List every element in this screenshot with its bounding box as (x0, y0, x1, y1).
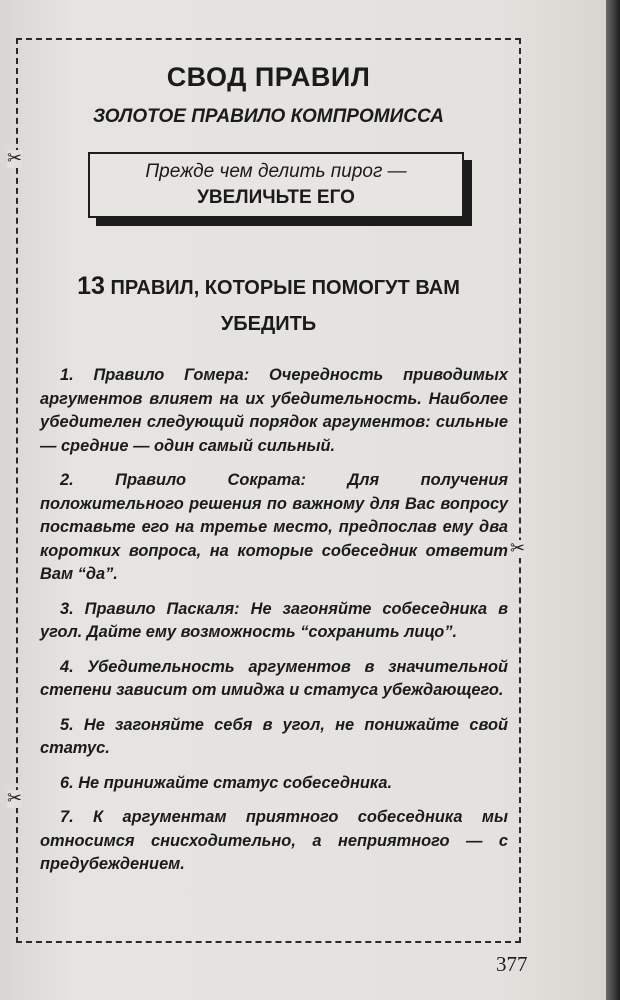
book-spine-shadow (606, 0, 620, 1000)
rules-heading-text: ПРАВИЛ, КОТОРЫЕ ПОМОГУТ ВАМ (110, 277, 460, 299)
boxed-note-box (88, 152, 464, 218)
rules-list (40, 364, 508, 888)
section-subtitle: ЗОЛОТОЕ ПРАВИЛО КОМПРОМИССА (93, 106, 444, 127)
rule-item: 3. Правило Паскаля: Не загоняйте собеседника в угол. Дайте ему возможность “сохранить лицо”. (40, 599, 508, 641)
rule-item: 4. Убедительность аргументов в значительной степени зависит от имиджа и статуса убеждающего. (40, 657, 508, 699)
scissors-icon: ✂ (7, 148, 23, 169)
boxed-note (88, 152, 464, 218)
page-number: 377 (496, 952, 528, 976)
scissors-icon: ✂ (510, 538, 526, 559)
rules-heading-line2: УБЕДИТЬ (220, 313, 317, 335)
boxed-note-line2: УВЕЛИЧЬТЕ ЕГО (197, 187, 355, 208)
rule-item: 2. Правило Сократа: Для получения положительного решения по важному для Вас вопросу поставьте его на третье место, предпослав ему два коротких вопроса, на которые собеседник ответит Вам “да”. (40, 471, 508, 583)
rule-item: 5. Не загоняйте себя в угол, не понижайте свой статус. (40, 715, 508, 757)
boxed-note-line1: Прежде чем делить пирог — (145, 161, 407, 182)
page-title: СВОД ПРАВИЛ (166, 62, 371, 92)
rules-heading (16, 268, 521, 342)
rule-item: 7. К аргументам приятного собеседника мы относимся снисходительно, а неприятного — с предубеждением. (40, 808, 508, 873)
rule-item: 1. Правило Гомера: Очередность приводимых аргументов влияет на их убедительность. Наиболее убедителен следующий порядок аргументов: сильные — средние — один самый сильный. (40, 366, 508, 455)
scissors-icon: ✂ (7, 788, 23, 809)
rules-count: 13 (77, 272, 105, 300)
rule-item: 6. Не принижайте статус собеседника. (60, 773, 393, 792)
